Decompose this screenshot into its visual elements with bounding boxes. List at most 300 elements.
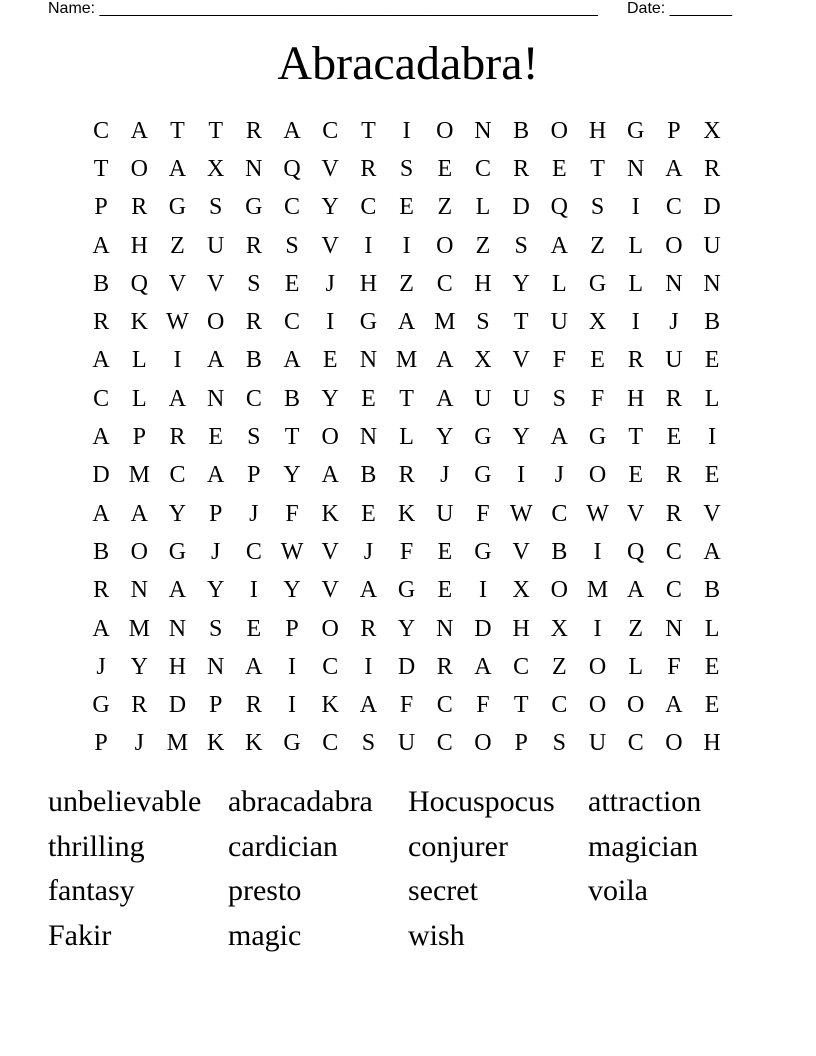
grid-letter[interactable]: L: [475, 194, 491, 221]
grid-letter[interactable]: B: [360, 462, 377, 489]
grid-letter[interactable]: U: [512, 385, 530, 412]
grid-letter[interactable]: D: [474, 615, 492, 642]
grid-letter[interactable]: P: [132, 424, 146, 451]
grid-letter[interactable]: F: [399, 692, 414, 719]
grid-letter[interactable]: C: [551, 692, 568, 719]
grid-letter[interactable]: T: [93, 155, 109, 182]
grid-letter[interactable]: I: [173, 347, 182, 374]
grid-letter[interactable]: A: [550, 232, 569, 259]
grid-letter[interactable]: N: [627, 155, 645, 182]
grid-letter[interactable]: Y: [283, 462, 301, 489]
grid-letter[interactable]: O: [436, 232, 454, 259]
grid-letter[interactable]: A: [168, 385, 187, 412]
grid-letter[interactable]: J: [554, 462, 565, 489]
grid-letter[interactable]: E: [361, 500, 376, 527]
grid-letter[interactable]: K: [130, 309, 148, 336]
grid-letter[interactable]: G: [92, 692, 110, 719]
grid-letter[interactable]: S: [208, 615, 223, 642]
grid-letter[interactable]: C: [93, 385, 110, 412]
grid-letter[interactable]: I: [402, 232, 411, 259]
grid-letter[interactable]: H: [627, 385, 645, 412]
grid-letter[interactable]: C: [665, 538, 682, 565]
grid-letter[interactable]: V: [703, 500, 721, 527]
grid-letter[interactable]: U: [588, 730, 607, 757]
grid-letter[interactable]: M: [434, 309, 456, 336]
grid-letter[interactable]: K: [321, 500, 339, 527]
grid-letter[interactable]: S: [552, 385, 567, 412]
grid-letter[interactable]: K: [397, 500, 416, 527]
grid-letter[interactable]: T: [513, 309, 529, 336]
grid-letter[interactable]: O: [321, 615, 339, 642]
grid-letter[interactable]: M: [166, 730, 189, 757]
grid-letter[interactable]: A: [92, 347, 110, 374]
grid-letter[interactable]: G: [588, 424, 607, 451]
grid-letter[interactable]: J: [96, 653, 106, 680]
grid-letter[interactable]: C: [360, 194, 377, 221]
grid-letter[interactable]: T: [590, 155, 605, 182]
grid-letter[interactable]: E: [590, 347, 605, 374]
grid-letter[interactable]: B: [513, 117, 530, 144]
grid-letter[interactable]: G: [474, 462, 492, 489]
grid-letter[interactable]: A: [130, 117, 148, 144]
grid-letter[interactable]: O: [588, 692, 607, 719]
grid-letter[interactable]: R: [360, 155, 377, 182]
grid-letter[interactable]: E: [284, 270, 300, 297]
grid-letter[interactable]: A: [436, 385, 454, 412]
grid-letter[interactable]: V: [168, 270, 187, 297]
grid-letter[interactable]: Y: [283, 577, 301, 604]
grid-letter[interactable]: G: [397, 577, 416, 604]
grid-letter[interactable]: P: [208, 500, 223, 527]
grid-letter[interactable]: D: [168, 692, 187, 719]
grid-letter[interactable]: V: [512, 538, 530, 565]
grid-letter[interactable]: R: [665, 385, 682, 412]
grid-letter[interactable]: E: [246, 615, 262, 642]
grid-letter[interactable]: T: [399, 385, 414, 412]
grid-letter[interactable]: F: [476, 692, 490, 719]
grid-letter[interactable]: G: [359, 309, 378, 336]
word-list-item: presto: [228, 874, 302, 908]
grid-letter[interactable]: X: [206, 155, 225, 182]
grid-letter[interactable]: E: [704, 692, 720, 719]
grid-letter[interactable]: S: [514, 232, 528, 259]
grid-letter[interactable]: I: [631, 309, 640, 336]
grid-letter[interactable]: L: [399, 424, 414, 451]
grid-letter[interactable]: L: [704, 615, 720, 642]
grid-letter[interactable]: B: [93, 270, 110, 297]
grid-letter[interactable]: V: [206, 270, 225, 297]
grid-letter[interactable]: Z: [628, 615, 644, 642]
grid-letter[interactable]: E: [437, 155, 453, 182]
grid-letter[interactable]: T: [361, 117, 376, 144]
grid-letter[interactable]: N: [168, 615, 187, 642]
grid-letter[interactable]: E: [437, 538, 453, 565]
grid-letter[interactable]: J: [210, 538, 221, 565]
grid-letter[interactable]: E: [628, 462, 644, 489]
word-list-item: fantasy: [48, 874, 135, 908]
grid-letter[interactable]: B: [704, 309, 721, 336]
grid-letter[interactable]: A: [321, 462, 339, 489]
grid-letter[interactable]: Y: [397, 615, 416, 642]
grid-letter[interactable]: R: [245, 232, 262, 259]
grid-letter[interactable]: Q: [283, 155, 301, 182]
grid-letter[interactable]: A: [474, 653, 492, 680]
grid-letter[interactable]: I: [288, 692, 297, 719]
grid-letter[interactable]: C: [474, 155, 491, 182]
grid-letter[interactable]: D: [512, 194, 530, 221]
grid-letter[interactable]: L: [552, 270, 567, 297]
grid-letter[interactable]: I: [478, 577, 487, 604]
grid-letter[interactable]: X: [512, 577, 530, 604]
grid-letter[interactable]: I: [364, 232, 373, 259]
grid-letter[interactable]: Z: [552, 653, 567, 680]
grid-letter[interactable]: N: [665, 615, 683, 642]
grid-letter[interactable]: C: [245, 538, 262, 565]
grid-letter[interactable]: A: [283, 347, 301, 374]
grid-letter[interactable]: I: [326, 309, 335, 336]
grid-letter[interactable]: P: [208, 692, 223, 719]
grid-letter[interactable]: R: [169, 424, 186, 451]
grid-letter[interactable]: R: [245, 117, 262, 144]
grid-letter[interactable]: C: [322, 730, 339, 757]
grid-letter[interactable]: C: [322, 117, 339, 144]
grid-letter[interactable]: L: [628, 270, 644, 297]
grid-letter[interactable]: N: [245, 155, 263, 182]
grid-letter[interactable]: O: [130, 538, 148, 565]
grid-letter[interactable]: Y: [436, 424, 454, 451]
grid-letter[interactable]: G: [627, 117, 645, 144]
grid-letter[interactable]: U: [206, 232, 225, 259]
grid-letter[interactable]: W: [509, 500, 533, 527]
grid-letter[interactable]: L: [131, 385, 147, 412]
grid-letter[interactable]: E: [666, 424, 682, 451]
grid-letter[interactable]: O: [206, 309, 225, 336]
grid-letter[interactable]: A: [359, 692, 378, 719]
grid-letter[interactable]: N: [359, 347, 378, 374]
grid-letter[interactable]: S: [208, 194, 223, 221]
grid-letter[interactable]: E: [704, 462, 720, 489]
grid-letter[interactable]: V: [627, 500, 645, 527]
grid-letter[interactable]: S: [361, 730, 376, 757]
grid-letter[interactable]: C: [284, 194, 301, 221]
grid-letter[interactable]: A: [206, 462, 225, 489]
grid-letter[interactable]: J: [363, 538, 374, 565]
grid-letter[interactable]: C: [665, 194, 682, 221]
grid-letter[interactable]: A: [92, 615, 110, 642]
grid-letter[interactable]: X: [703, 117, 721, 144]
grid-letter[interactable]: A: [359, 577, 378, 604]
grid-letter[interactable]: M: [395, 347, 418, 374]
grid-letter[interactable]: E: [552, 155, 567, 182]
grid-letter[interactable]: O: [550, 117, 569, 144]
grid-letter[interactable]: C: [436, 270, 453, 297]
grid-letter[interactable]: I: [593, 615, 602, 642]
grid-letter[interactable]: O: [588, 462, 607, 489]
grid-letter[interactable]: X: [474, 347, 492, 374]
grid-letter[interactable]: K: [245, 730, 263, 757]
grid-letter[interactable]: I: [631, 194, 640, 221]
grid-letter[interactable]: C: [436, 730, 453, 757]
grid-letter[interactable]: R: [131, 194, 148, 221]
grid-letter[interactable]: H: [703, 730, 721, 757]
grid-letter[interactable]: H: [359, 270, 378, 297]
grid-letter[interactable]: O: [550, 577, 569, 604]
grid-letter[interactable]: A: [130, 500, 148, 527]
word-list-item: Hocuspocus: [408, 785, 555, 818]
grid-letter[interactable]: U: [397, 730, 416, 757]
grid-letter[interactable]: I: [249, 577, 258, 604]
grid-letter[interactable]: Y: [130, 653, 148, 680]
grid-letter[interactable]: O: [474, 730, 492, 757]
name-field: Name: ________________________________________________________: [48, 0, 598, 17]
grid-letter[interactable]: I: [288, 653, 297, 680]
grid-letter[interactable]: I: [517, 462, 526, 489]
grid-letter[interactable]: I: [708, 424, 717, 451]
grid-letter[interactable]: Y: [206, 577, 225, 604]
grid-letter[interactable]: F: [399, 538, 414, 565]
grid-letter[interactable]: R: [93, 309, 110, 336]
grid-letter[interactable]: O: [665, 730, 683, 757]
grid-letter[interactable]: X: [550, 615, 569, 642]
grid-letter[interactable]: U: [665, 347, 683, 374]
grid-letter[interactable]: B: [245, 347, 262, 374]
grid-letter[interactable]: S: [476, 309, 490, 336]
grid-letter[interactable]: A: [627, 577, 645, 604]
grid-letter[interactable]: V: [512, 347, 530, 374]
grid-letter[interactable]: E: [704, 653, 720, 680]
grid-letter[interactable]: Y: [321, 385, 339, 412]
grid-letter[interactable]: X: [588, 309, 607, 336]
grid-letter[interactable]: W: [280, 538, 304, 565]
grid-letter[interactable]: R: [665, 500, 682, 527]
grid-letter[interactable]: P: [94, 730, 108, 757]
grid-letter[interactable]: Q: [550, 194, 569, 221]
grid-letter[interactable]: J: [134, 730, 144, 757]
grid-letter[interactable]: W: [586, 500, 609, 527]
grid-letter[interactable]: C: [627, 730, 644, 757]
grid-letter[interactable]: L: [628, 653, 644, 680]
grid-letter[interactable]: G: [283, 730, 301, 757]
grid-letter[interactable]: T: [208, 117, 223, 144]
grid-letter[interactable]: N: [130, 577, 148, 604]
grid-letter[interactable]: S: [247, 424, 261, 451]
grid-letter[interactable]: N: [474, 117, 492, 144]
grid-letter[interactable]: F: [285, 500, 299, 527]
grid-letter[interactable]: A: [703, 538, 721, 565]
grid-letter[interactable]: Z: [170, 232, 185, 259]
grid-letter[interactable]: G: [168, 194, 187, 221]
grid-letter[interactable]: C: [322, 653, 339, 680]
grid-letter[interactable]: R: [513, 155, 530, 182]
grid-letter[interactable]: I: [402, 117, 411, 144]
grid-letter[interactable]: O: [436, 117, 454, 144]
grid-letter[interactable]: I: [593, 538, 602, 565]
grid-letter[interactable]: A: [397, 309, 416, 336]
grid-letter[interactable]: N: [206, 385, 225, 412]
grid-letter[interactable]: P: [514, 730, 528, 757]
grid-letter[interactable]: M: [128, 462, 150, 489]
grid-letter[interactable]: G: [474, 538, 492, 565]
grid-letter[interactable]: Z: [399, 270, 414, 297]
grid-letter[interactable]: U: [436, 500, 454, 527]
grid-letter[interactable]: A: [92, 232, 110, 259]
grid-letter[interactable]: W: [166, 309, 189, 336]
grid-letter[interactable]: Y: [168, 500, 187, 527]
grid-letter[interactable]: P: [94, 194, 108, 221]
grid-letter[interactable]: O: [665, 232, 683, 259]
grid-letter[interactable]: N: [665, 270, 683, 297]
grid-letter[interactable]: G: [168, 538, 187, 565]
grid-letter[interactable]: Z: [475, 232, 491, 259]
grid-letter[interactable]: S: [552, 730, 567, 757]
grid-letter[interactable]: U: [474, 385, 492, 412]
word-list-item: secret: [408, 874, 478, 908]
grid-letter[interactable]: E: [361, 385, 376, 412]
grid-letter[interactable]: O: [130, 155, 148, 182]
grid-letter[interactable]: N: [436, 615, 454, 642]
date-field: Date: _______: [627, 0, 732, 17]
grid-letter[interactable]: F: [476, 500, 490, 527]
grid-letter[interactable]: R: [131, 692, 148, 719]
grid-letter[interactable]: F: [667, 653, 681, 680]
grid-letter[interactable]: Q: [627, 538, 645, 565]
word-list-item: magic: [228, 919, 302, 953]
grid-letter[interactable]: L: [131, 347, 147, 374]
grid-letter[interactable]: T: [284, 424, 300, 451]
grid-letter[interactable]: D: [397, 653, 416, 680]
grid-letter[interactable]: A: [92, 424, 110, 451]
grid-letter[interactable]: A: [665, 692, 683, 719]
grid-letter[interactable]: C: [436, 692, 453, 719]
grid-letter[interactable]: A: [92, 500, 110, 527]
grid-letter[interactable]: P: [667, 117, 681, 144]
grid-letter[interactable]: C: [665, 577, 682, 604]
grid-letter[interactable]: M: [128, 615, 150, 642]
grid-letter[interactable]: C: [169, 462, 186, 489]
grid-letter[interactable]: L: [704, 385, 720, 412]
grid-letter[interactable]: A: [168, 155, 187, 182]
grid-letter[interactable]: R: [245, 692, 262, 719]
grid-letter[interactable]: J: [325, 270, 335, 297]
grid-letter[interactable]: H: [474, 270, 492, 297]
grid-letter[interactable]: O: [321, 424, 339, 451]
grid-letter[interactable]: R: [245, 309, 262, 336]
word-list-item: magician: [588, 829, 698, 863]
grid-letter[interactable]: P: [285, 615, 299, 642]
grid-letter[interactable]: K: [206, 730, 225, 757]
grid-letter[interactable]: R: [704, 155, 721, 182]
grid-letter[interactable]: B: [704, 577, 721, 604]
grid-letter[interactable]: A: [206, 347, 225, 374]
grid-letter[interactable]: T: [170, 117, 185, 144]
grid-letter[interactable]: K: [321, 692, 339, 719]
grid-letter[interactable]: B: [551, 538, 568, 565]
grid-letter[interactable]: U: [550, 309, 569, 336]
grid-letter[interactable]: E: [399, 194, 414, 221]
grid-letter[interactable]: O: [627, 692, 645, 719]
grid-letter[interactable]: A: [283, 117, 301, 144]
grid-letter[interactable]: G: [245, 194, 263, 221]
grid-letter[interactable]: U: [703, 232, 721, 259]
grid-letter[interactable]: S: [285, 232, 299, 259]
grid-letter[interactable]: F: [590, 385, 605, 412]
grid-letter[interactable]: E: [208, 424, 223, 451]
grid-letter[interactable]: J: [249, 500, 259, 527]
word-list-item: voila: [588, 874, 648, 908]
grid-letter[interactable]: S: [247, 270, 261, 297]
grid-letter[interactable]: A: [245, 653, 263, 680]
grid-letter[interactable]: O: [588, 653, 607, 680]
grid-letter[interactable]: A: [665, 155, 683, 182]
grid-letter[interactable]: R: [627, 347, 644, 374]
grid-letter[interactable]: C: [284, 309, 301, 336]
grid-letter[interactable]: H: [588, 117, 607, 144]
grid-letter[interactable]: B: [284, 385, 301, 412]
grid-letter[interactable]: T: [513, 692, 529, 719]
grid-letter[interactable]: Y: [512, 270, 530, 297]
grid-letter[interactable]: E: [322, 347, 338, 374]
grid-letter[interactable]: C: [93, 117, 110, 144]
grid-letter[interactable]: R: [360, 615, 377, 642]
grid-letter[interactable]: G: [474, 424, 492, 451]
grid-letter[interactable]: Z: [437, 194, 453, 221]
grid-letter[interactable]: G: [588, 270, 607, 297]
grid-letter[interactable]: V: [321, 232, 339, 259]
grid-letter[interactable]: R: [436, 653, 453, 680]
grid-letter[interactable]: A: [550, 424, 569, 451]
grid-letter[interactable]: H: [512, 615, 530, 642]
grid-letter[interactable]: C: [513, 653, 530, 680]
grid-letter[interactable]: S: [399, 155, 414, 182]
grid-letter[interactable]: J: [669, 309, 679, 336]
grid-letter[interactable]: V: [321, 577, 339, 604]
grid-letter[interactable]: N: [359, 424, 378, 451]
grid-letter[interactable]: L: [628, 232, 644, 259]
grid-letter[interactable]: H: [130, 232, 148, 259]
grid-letter[interactable]: Y: [321, 194, 339, 221]
grid-letter[interactable]: Q: [130, 270, 148, 297]
grid-letter[interactable]: D: [92, 462, 110, 489]
grid-letter[interactable]: H: [168, 653, 187, 680]
grid-letter[interactable]: R: [398, 462, 415, 489]
grid-letter[interactable]: D: [703, 194, 721, 221]
word-list-item: thrilling: [48, 829, 145, 863]
grid-letter[interactable]: R: [665, 462, 682, 489]
grid-letter[interactable]: Z: [590, 232, 605, 259]
grid-letter[interactable]: T: [628, 424, 644, 451]
grid-letter[interactable]: R: [93, 577, 110, 604]
grid-letter[interactable]: B: [93, 538, 110, 565]
grid-letter[interactable]: E: [437, 577, 453, 604]
grid-letter[interactable]: C: [245, 385, 262, 412]
grid-letter[interactable]: J: [440, 462, 450, 489]
grid-letter[interactable]: M: [586, 577, 609, 604]
grid-letter[interactable]: P: [247, 462, 261, 489]
grid-letter[interactable]: S: [590, 194, 605, 221]
grid-letter[interactable]: I: [364, 653, 373, 680]
word-list-item: wish: [408, 919, 465, 953]
grid-letter[interactable]: A: [436, 347, 454, 374]
grid-letter[interactable]: A: [168, 577, 187, 604]
grid-letter[interactable]: N: [206, 653, 225, 680]
grid-letter[interactable]: C: [551, 500, 568, 527]
grid-letter[interactable]: F: [552, 347, 567, 374]
grid-letter[interactable]: V: [321, 538, 339, 565]
grid-letter[interactable]: V: [321, 155, 339, 182]
grid-letter[interactable]: E: [704, 347, 720, 374]
grid-letter[interactable]: N: [703, 270, 721, 297]
grid-letter[interactable]: Y: [512, 424, 530, 451]
